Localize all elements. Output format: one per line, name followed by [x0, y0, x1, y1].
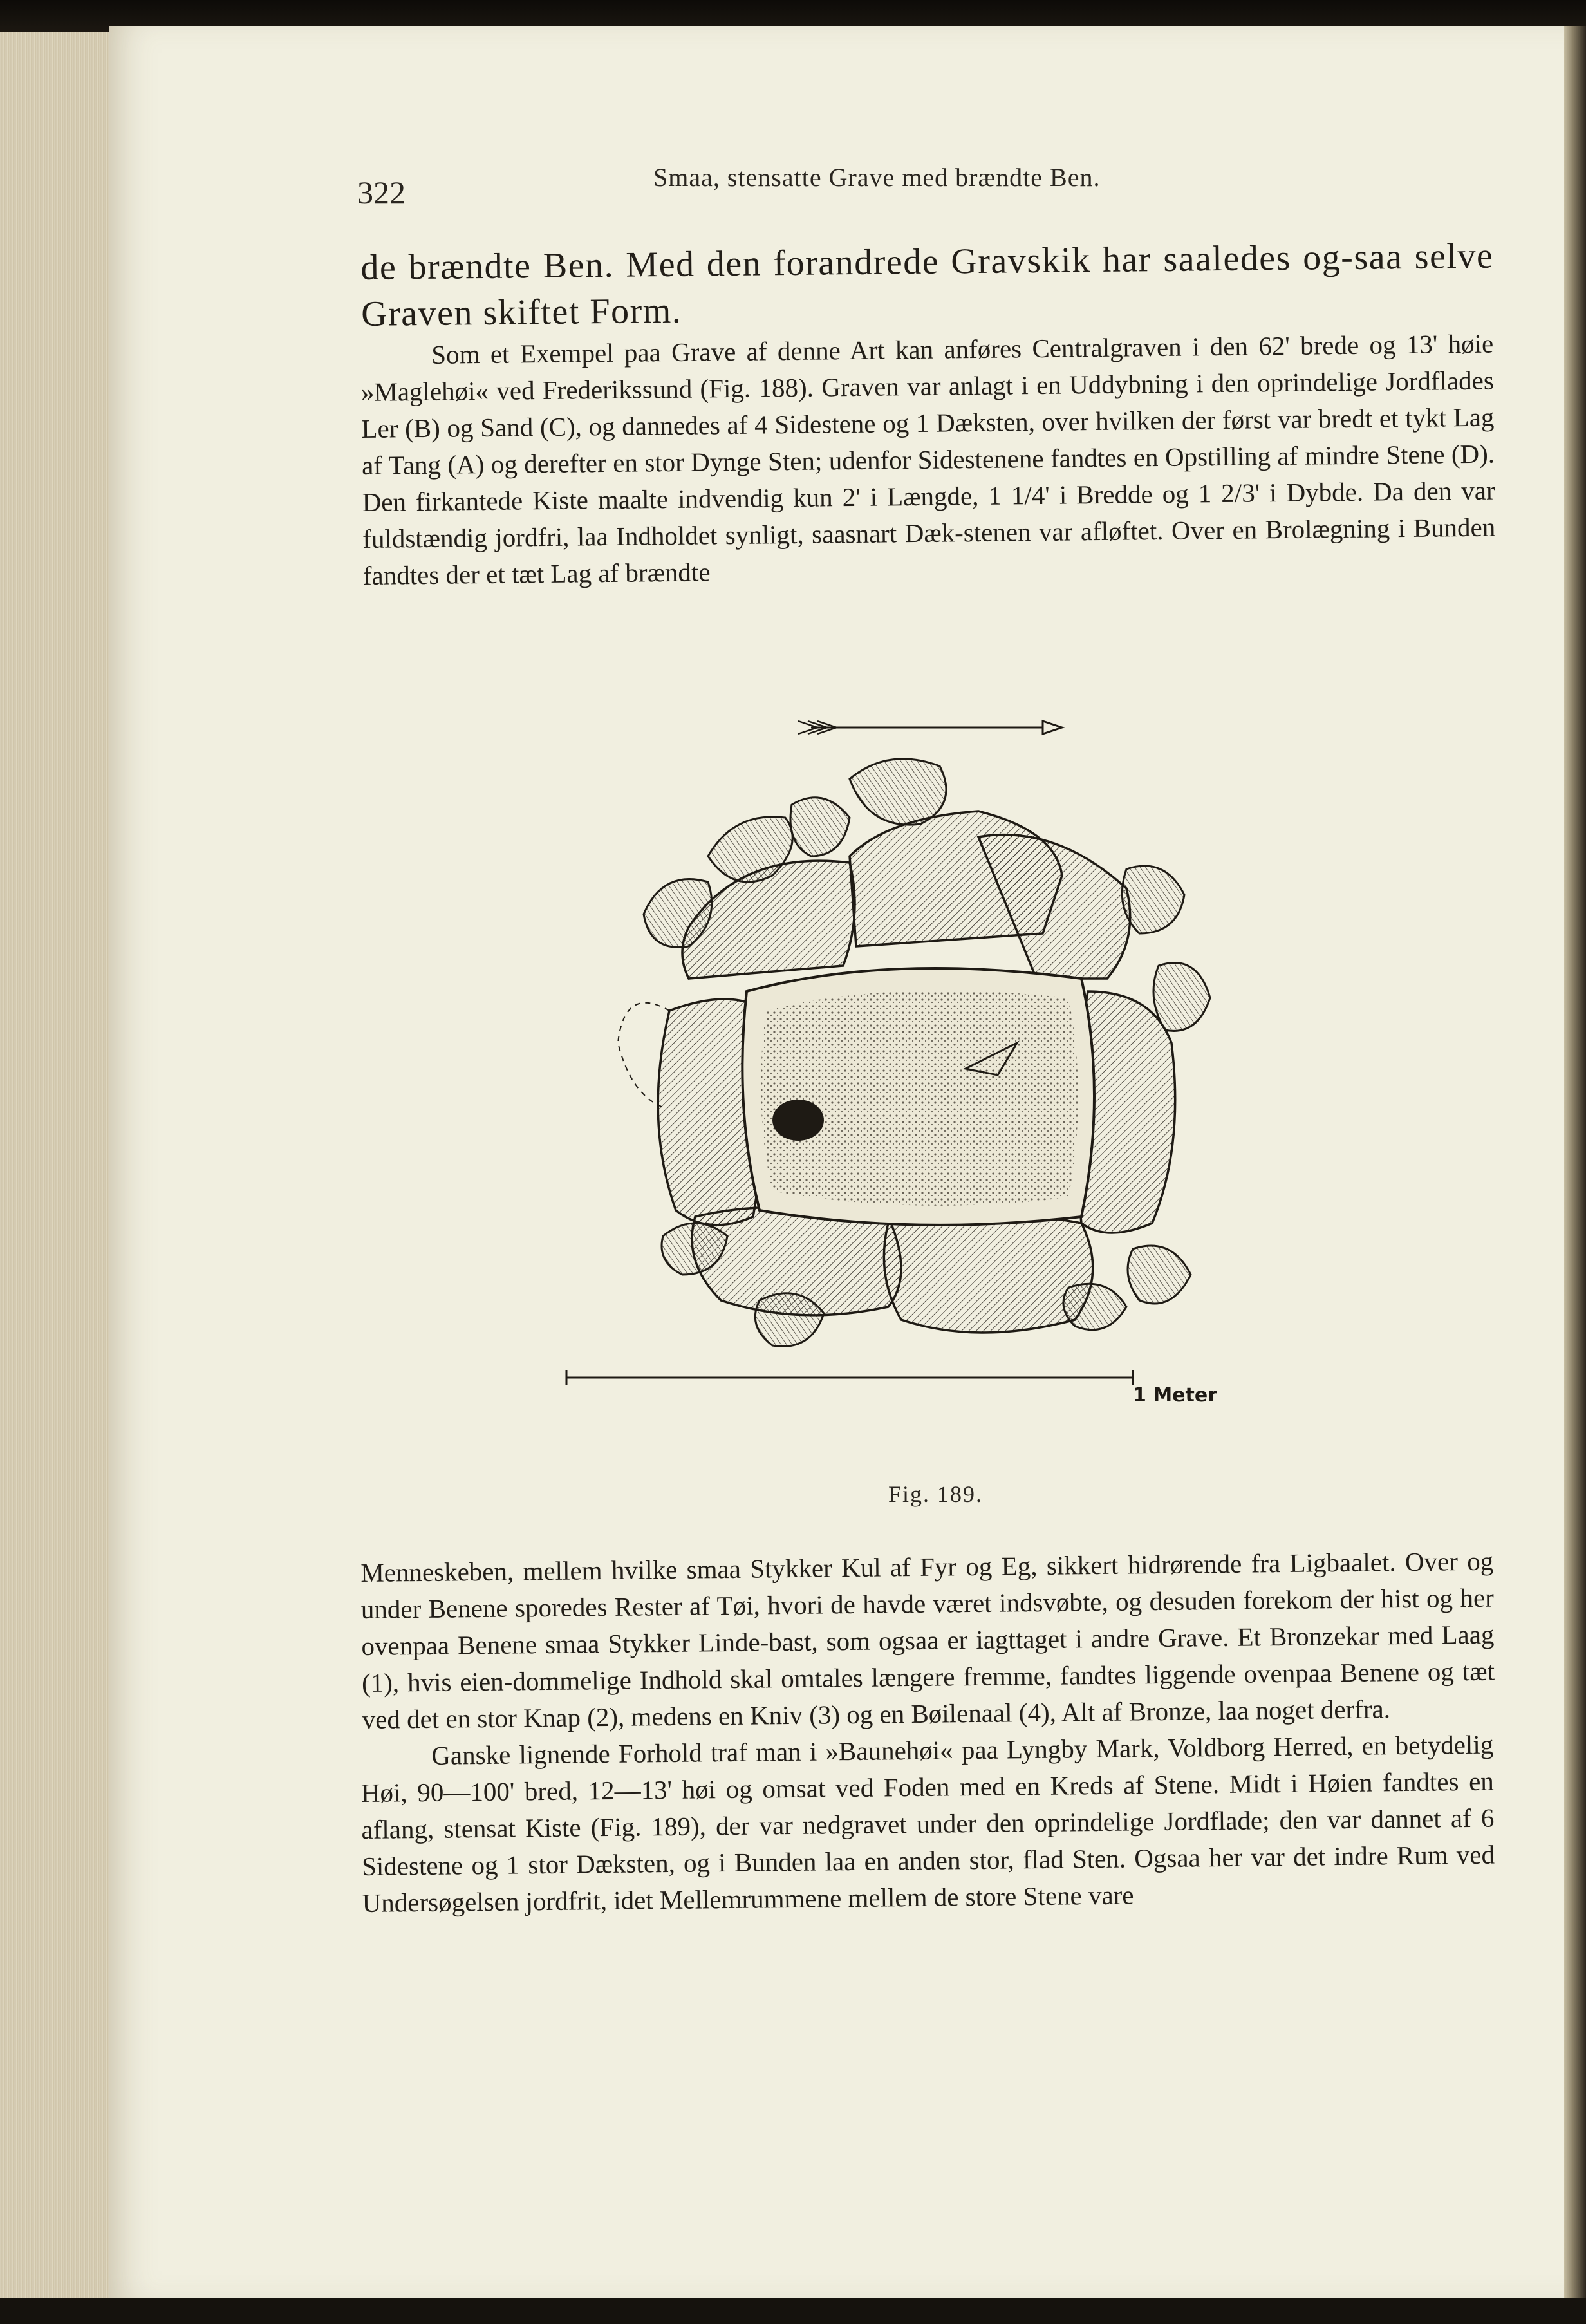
- running-title: Smaa, stensatte Grave med brændte Ben.: [653, 163, 1101, 192]
- grave-illustration: [528, 708, 1287, 1403]
- scale-bar: [566, 1370, 1133, 1385]
- text-block-top: [360, 236, 1496, 594]
- lead-paragraph: de brændte Ben. Med den forandrede Gravskik har saaledes og-saa selve Graven skiftet Form.: [360, 236, 1494, 334]
- body-paragraph: Som et Exempel paa Grave af denne Art kan anføres Centralgraven i den 62' brede og 13' høie »Maglehøi« ved Frederikssund (Fig. 188). Graven var anlagt i en Uddybning i den oprindelige Jordflades Ler (B) og Sand (C), og dannedes af 4 Sidestene og 1 Dæksten, over hvilken der først var bredt et tykt Lag af Tang (A) og derefter en stor Dynge Sten; udenfor Sidestenene fandtes en Opstilling af mindre Stene (D). Den firkantede Kiste maalte indvendig kun 2' i Længde, 1 1/4' i Bredde og 1 2/3' i Dybde. Da den var fuldstændig jordfri, laa Indholdet synligt, saasnart Dæk-stenen var afløftet. Over en Brolægning i Bunden fandtes der et tæt Lag af brændte: [360, 328, 1496, 590]
- body-paragraph: Ganske lignende Forhold traf man i »Baunehøi« paa Lyngby Mark, Voldborg Herred, en betydelig Høi, 90—100' bred, 12—13' høi og omsat ved Foden med en Kreds af Stene. Midt i Høien fandtes en aflang, stensat Kiste (Fig. 189), der var nedgravet under den oprindelige Jordflade; den var dannet af 6 Sidestene og 1 stor Dæksten, og i Bunden laa en anden stor, flad Sten. Ogsaa her var det indre Rum ved Undersøgelsen jordfrit, idet Mellemrummene mellem de store Stene vare: [360, 1729, 1495, 1918]
- page-number: 322: [357, 174, 406, 211]
- running-head: [357, 156, 1516, 211]
- book-bottom-edge: [0, 2298, 1586, 2324]
- page-stack-edge: [0, 32, 111, 2298]
- north-arrow-icon: [798, 721, 1062, 734]
- bronze-vessel: [772, 1100, 824, 1141]
- body-paragraph: Menneskeben, mellem hvilke smaa Stykker Kul af Fyr og Eg, sikkert hidrørende fra Ligbaalet. Over og under Benene sporedes Rester af Tøi, hvori de havde været indsvøbte, og desuden forekom der hist og her ovenpaa Benene smaa Stykker Linde-bast, som ogsaa er iagttaget i andre Grave. Et Bronzekar med Laag (1), hvis eien-dommelige Indhold skal omtales længere fremme, fandtes liggende ovenpaa Benene og tæt ved det en stor Knap (2), medens en Kniv (3) og en Bøilenaal (4), Alt af Bronze, laa noget derfra.: [360, 1546, 1495, 1734]
- text-block-bottom: [360, 1546, 1495, 1922]
- stone-cist-drawing: [528, 708, 1287, 1403]
- scale-label: 1 Meter: [1133, 1384, 1218, 1407]
- book-spine: [1564, 26, 1586, 2305]
- figure-caption: Fig. 189.: [888, 1481, 984, 1507]
